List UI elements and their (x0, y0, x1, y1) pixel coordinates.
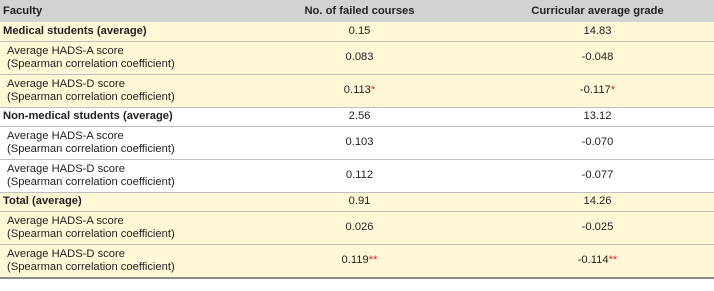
cell-failed (238, 211, 481, 244)
cell-grade-value: -0.025 (581, 221, 614, 233)
cell-failed (238, 159, 481, 192)
row-label (0, 41, 238, 74)
cell-grade (481, 126, 714, 159)
row-label-line2: (Spearman correlation coefficient) (7, 227, 175, 240)
cell-grade (481, 211, 714, 244)
cell-failed-value: 0.112 (345, 169, 374, 181)
section-row-non-medical (0, 107, 714, 126)
header-failed-courses: No. of failed courses (304, 4, 415, 17)
cell-failed-value: 0.083 (345, 51, 374, 63)
row-label-line2: (Spearman correlation coefficient) (7, 142, 175, 155)
cell-grade (481, 244, 714, 277)
significance-marker: ** (368, 254, 378, 267)
section-grade: 14.26 (481, 192, 714, 211)
significance-marker: ** (608, 254, 618, 267)
table-row (0, 244, 714, 277)
significance-marker: * (610, 84, 616, 96)
section-row-total (0, 192, 714, 211)
table-row (0, 159, 714, 192)
cell-grade-value: -0.048 (581, 51, 614, 63)
cell-grade-value: -0.117 (579, 84, 611, 96)
section-grade: 13.12 (481, 107, 714, 126)
row-label-line2: (Spearman correlation coefficient) (7, 57, 175, 70)
section-failed: 0.91 (238, 192, 481, 211)
row-label-line1: Average HADS-D score (7, 77, 125, 90)
row-label-line1: Average HADS-A score (7, 44, 124, 57)
row-label-line1: Average HADS-A score (7, 129, 124, 142)
table-row (0, 41, 714, 74)
cell-failed-value: 0.113 (343, 84, 371, 96)
section-row-medical (0, 22, 714, 41)
table-row (0, 211, 714, 244)
header-faculty: Faculty (3, 4, 43, 17)
row-label-line1: Average HADS-D score (7, 162, 125, 175)
cell-grade-value: -0.114 (577, 254, 609, 267)
cell-failed (238, 41, 481, 74)
table-row (0, 126, 714, 159)
row-label (0, 159, 238, 192)
section-title: Total (average) (0, 192, 238, 211)
cell-grade-value: -0.077 (581, 169, 614, 181)
row-label (0, 126, 238, 159)
table-bottom-rule (0, 277, 714, 279)
cell-grade-value: -0.070 (581, 136, 614, 148)
significance-marker: * (370, 84, 376, 96)
cell-failed-value: 0.119 (341, 254, 369, 267)
section-failed: 2.56 (238, 107, 481, 126)
cell-failed (238, 74, 481, 107)
section-grade: 14.83 (481, 22, 714, 41)
cell-grade (481, 159, 714, 192)
row-label (0, 74, 238, 107)
row-label-line1: Average HADS-D score (7, 247, 125, 260)
row-label-line2: (Spearman correlation coefficient) (7, 260, 175, 273)
row-label (0, 244, 238, 277)
table-row (0, 74, 714, 107)
header-average-grade: Curricular average grade (531, 4, 664, 17)
cell-grade (481, 74, 714, 107)
section-title: Medical students (average) (0, 22, 238, 41)
header-row (0, 0, 714, 22)
row-label-line1: Average HADS-A score (7, 214, 124, 227)
row-label-line2: (Spearman correlation coefficient) (7, 175, 175, 188)
section-title: Non-medical students (average) (0, 107, 238, 126)
cell-failed-value: 0.026 (345, 221, 374, 233)
row-label (0, 211, 238, 244)
cell-grade (481, 41, 714, 74)
cell-failed (238, 244, 481, 277)
row-label-line2: (Spearman correlation coefficient) (7, 90, 175, 103)
cell-failed-value: 0.103 (345, 136, 374, 148)
cell-failed (238, 126, 481, 159)
section-failed: 0.15 (238, 22, 481, 41)
